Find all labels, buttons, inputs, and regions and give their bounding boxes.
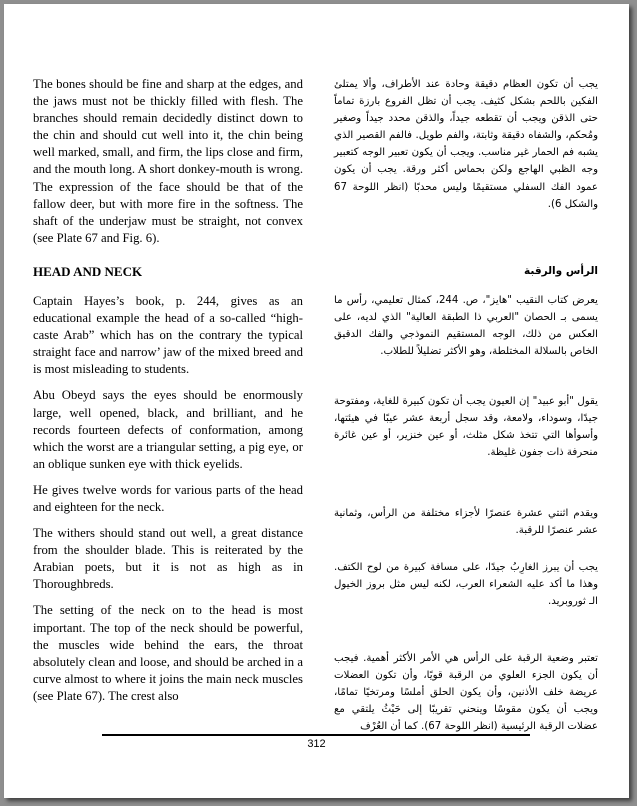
arabic-paragraph-3: يقول "أبو عبيد" إن العيون يجب أن تكون كبيرة للغاية، ومفتوحة جيدًا، وسوداء، ولامعة، وقد سجل أربعة عشر عيبًا في هيئتها، وأسوأها التي تتخذ شكل مثلث، أو عين خنزير، أو عين غائرة منحرفة ذات جفون غليظة. xyxy=(334,396,598,459)
arabic-paragraph-1: يجب أن تكون العظام دقيقة وحادة عند الأطراف، وألا يمتلئ الفكين باللحم بشكل كثيف. يجب أن تظل الفروع بارزة تماماً حتى الذقن ويجب أن تقطعه جيداً، والذقن محدد جيداً وصغير ومُحكم، والشفاه دقيقة وثابتة، والفم طويل. فالفم القصير الذي يشبه فم الحمار غير مناسب. ويجب أن يكون تعبير الوجه كتعبير وجه الظبي الهاجع ولكن بحماس أكثر ورقة. يجب أن يكون عمود الفك السفلي مستقيمًا وليس محدبًا (انظر اللوحة 67 والشكل 6). xyxy=(334,79,598,210)
page-number: 312 xyxy=(307,738,326,750)
arabic-paragraph-5: يجب أن يبرز الغارِبُ جيدًا، على مسافة كبيرة من لوح الكتف. وهذا ما أكد عليه الشعراء العرب، لكنه ليس مثل بروز الخيول الـ ثوروبريد. xyxy=(334,561,598,607)
english-paragraph-3: Abu Obeyd says the eyes should be enormously large, well opened, black, and brilliant, and he records fourteen defects of conformation, among which the worst are a triangular setting, a pig eye, or an oblique sunken eye with thick eyelids. xyxy=(33,388,303,471)
arabic-column xyxy=(334,76,598,735)
english-paragraph-2: Captain Hayes’s book, p. 244, gives as an educational example the head of a so-called “high-caste Arab” which has on the contrary the typical straight face and narrow’ jaw of the mixed breed and is most misleading to students. xyxy=(33,293,303,377)
footer-rule xyxy=(102,734,530,736)
english-heading-head-and-neck: HEAD AND NECK xyxy=(33,263,143,279)
arabic-paragraph-2: يعرض كتاب النقيب "هايز"، ص. 244، كمثال تعليمي، رأس ما يسمى بـ الحصان "العربي ذا الطبقة العالية" الذي لديه، على العكس من ذلك، الوجه المستقيم النموذجي والفك الدقيق الخاص بالسلالة المختلطة، وهو الأكثر تضليلاً للطلاب. xyxy=(334,294,598,358)
arabic-paragraph-4: ويقدم اثنتي عشرة عنصرًا لأجزاء مختلفة من الرأس، وثمانية عشر عنصرًا للرقبة. xyxy=(334,507,598,536)
english-column xyxy=(33,76,303,714)
english-paragraph-4: He gives twelve words for various parts of the head and eighteen for the neck. xyxy=(33,482,303,514)
arabic-heading-head-and-neck: الرأس والرقبة xyxy=(524,264,598,277)
arabic-paragraph-6: تعتبر وضعية الرقبة على الرأس هي الأمر الأكثر أهمية. فيجب أن يكون الجزء العلوي من الرقبة قويًا، وأن تكون العضلات عريضة خلف الأذنين، وأن يكون الحلق أملسًا ومرتخيًا تمامًا، ويجب أن يكون مقوسًا وينحني تقريبًا إلى حَيْثُ يلتقي مع عضلات الرقبة الرئيسية (انظر اللوحة 67). كما أن العُرْف xyxy=(334,652,598,733)
document-page xyxy=(4,4,629,798)
english-paragraph-5: The withers should stand out well, a great distance from the shoulder blade. This is reiterated by the Arabian poets, but it is not as high as in Thoroughbreds. xyxy=(33,526,303,592)
english-paragraph-6: The setting of the neck on to the head is most important. The top of the neck should be powerful, the muscles wide behind the ears, the throat absolutely clean and loose, and should be arched in a curve almost to where it joins the main neck muscles (see Plate 67). The crest also xyxy=(33,603,303,703)
english-paragraph-1: The bones should be fine and sharp at the edges, and the jaws must not be thickly filled with flesh. The branches should remain decidedly distinct down to the chin and should cut well into it, the chin being well marked, small, and firm, the lips close and firm, and the mouth long. A short donkey-mouth is wrong. The expression of the face should be that of the fallow deer, but with more fire in the softness. The shaft of the underjaw must be straight, not convex (see Plate 67 and Fig. 6). xyxy=(33,77,303,245)
